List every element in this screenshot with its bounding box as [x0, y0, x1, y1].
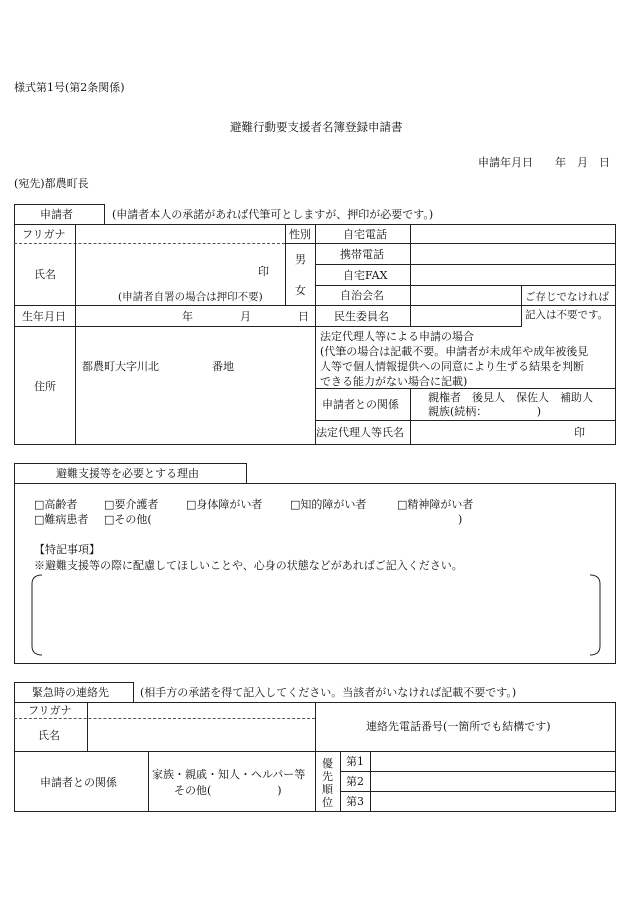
priority-char-2: 先: [322, 770, 333, 783]
community-note-col: [521, 285, 522, 327]
dob-field[interactable]: [76, 306, 315, 326]
relation-options-2[interactable]: 親族(続柄： ): [428, 405, 542, 418]
priority-3-label: 第3: [346, 795, 364, 808]
emergency-furigana-label: フリガナ: [28, 704, 72, 717]
mobile-phone-field[interactable]: [411, 244, 615, 264]
form-number: 様式第1号(第2条関係): [14, 81, 125, 94]
home-fax-field[interactable]: [411, 265, 615, 285]
gender-col-right: [315, 224, 316, 445]
row-divider-5b: [315, 326, 521, 327]
address-label: 住所: [34, 380, 56, 393]
relation-label: 申請者との関係: [322, 398, 399, 411]
applicant-name-label: 氏名: [34, 268, 56, 281]
gender-label: 性別: [289, 228, 311, 241]
row-divider-6: [315, 388, 616, 389]
priority-3-phone-field[interactable]: [371, 792, 615, 811]
priority-char-4: 位: [322, 796, 333, 809]
legal-rep-name-label: 法定代理人等氏名: [316, 426, 404, 439]
home-phone-field[interactable]: [411, 225, 615, 243]
priority-1-phone-field[interactable]: [371, 752, 615, 771]
community-note-1: ご存じでなければ: [525, 291, 609, 303]
emergency-relation-options-1[interactable]: 家族・親戚・知人・ヘルパー等: [152, 768, 306, 781]
emergency-furigana-field[interactable]: [88, 703, 315, 718]
legal-rep-seal: 印: [574, 426, 585, 439]
page-title: 避難行動要支援者名簿登録申請書: [230, 120, 403, 134]
emergency-section-label: 緊急時の連絡先: [32, 686, 109, 699]
gender-col-left: [285, 224, 286, 306]
checkbox-intellectual-disability[interactable]: □知的障がい者: [290, 498, 367, 511]
special-notes-heading: 【特記事項】: [34, 543, 100, 556]
emergency-name-field[interactable]: [88, 719, 315, 751]
address-field[interactable]: [76, 327, 315, 444]
dob-label: 生年月日: [22, 310, 66, 323]
applicant-seal-note: (申請者自署の場合は押印不要): [118, 291, 263, 303]
checkbox-other[interactable]: □その他(: [104, 513, 152, 526]
priority-1-label: 第1: [346, 755, 364, 768]
other-close-paren: ): [458, 513, 463, 526]
addressee: (宛先)都農町長: [14, 177, 89, 190]
community-label: 自治会名: [340, 289, 384, 302]
welfare-commissioner-field[interactable]: [411, 306, 521, 326]
emergency-name-label: 氏名: [38, 729, 60, 742]
priority-2-label: 第2: [346, 775, 364, 788]
reason-section-label: 避難支援等を必要とする理由: [56, 467, 199, 480]
mobile-phone-label: 携帯電話: [340, 248, 384, 261]
application-date: 申請年月日 年 月 日: [478, 156, 610, 169]
legal-rep-note-3: できる能力がない場合に記載): [320, 375, 468, 388]
gender-female-option[interactable]: 女: [295, 284, 306, 297]
address-banchi: 番地: [212, 360, 234, 373]
checkbox-mental-disability[interactable]: □精神障がい者: [397, 498, 474, 511]
community-note-2: 記入は不要です。: [525, 309, 609, 321]
checkbox-intractable-disease[interactable]: □難病患者: [34, 513, 89, 526]
home-phone-label: 自宅電話: [343, 228, 387, 241]
dob-year: 年: [182, 310, 193, 323]
welfare-commissioner-label: 民生委員名: [334, 310, 389, 323]
gender-male-option[interactable]: 男: [295, 253, 306, 266]
priority-char-3: 順: [322, 783, 333, 796]
gender-header-divider: [285, 243, 315, 244]
applicant-furigana-label: フリガナ: [22, 228, 66, 241]
legal-rep-note-2: 人等で個人情報提供への同意により生ずる結果を判断: [320, 360, 584, 373]
emergency-relation-options-2[interactable]: その他( ): [174, 784, 282, 797]
legal-rep-note-1: (代筆の場合は記載不要。申請者が未成年や成年被後見: [320, 345, 589, 358]
applicant-section-note: (申請者本人の承諾があれば代筆可としますが、押印が必要です。): [112, 208, 434, 221]
dob-day: 日: [298, 310, 309, 323]
emergency-section-note: (相手方の承諾を得て記入してください。当該者がいなければ記載不要です。): [140, 686, 517, 699]
dob-month: 月: [240, 310, 251, 323]
emergency-phone-col: [315, 702, 316, 812]
address-value: 都農町大字川北: [82, 360, 159, 373]
checkbox-care-required[interactable]: □要介護者: [104, 498, 159, 511]
legal-rep-heading: 法定代理人等による申請の場合: [320, 330, 474, 343]
community-field[interactable]: [411, 286, 521, 305]
special-notes-instruction: ※避難支援等の際に配慮してほしいことや、心身の状態などがあればご記入ください。: [34, 559, 463, 572]
emergency-phone-header: 連絡先電話番号(一箇所でも結構です): [366, 720, 551, 733]
home-fax-label: 自宅FAX: [343, 269, 388, 282]
priority-2-phone-field[interactable]: [371, 772, 615, 791]
emergency-relation-col: [148, 751, 149, 812]
emergency-relation-label: 申請者との関係: [40, 776, 117, 789]
applicant-furigana-field[interactable]: [76, 225, 285, 243]
checkbox-elderly[interactable]: □高齢者: [34, 498, 78, 511]
checkbox-physical-disability[interactable]: □身体障がい者: [186, 498, 263, 511]
special-notes-field[interactable]: [36, 576, 594, 656]
applicant-seal-mark: 印: [258, 265, 269, 278]
applicant-section-label: 申請者: [40, 208, 73, 221]
priority-char-col: [340, 751, 341, 812]
relation-options-1[interactable]: 親権者 後見人 保佐人 補助人: [428, 391, 593, 404]
priority-char-1: 優: [322, 757, 333, 770]
